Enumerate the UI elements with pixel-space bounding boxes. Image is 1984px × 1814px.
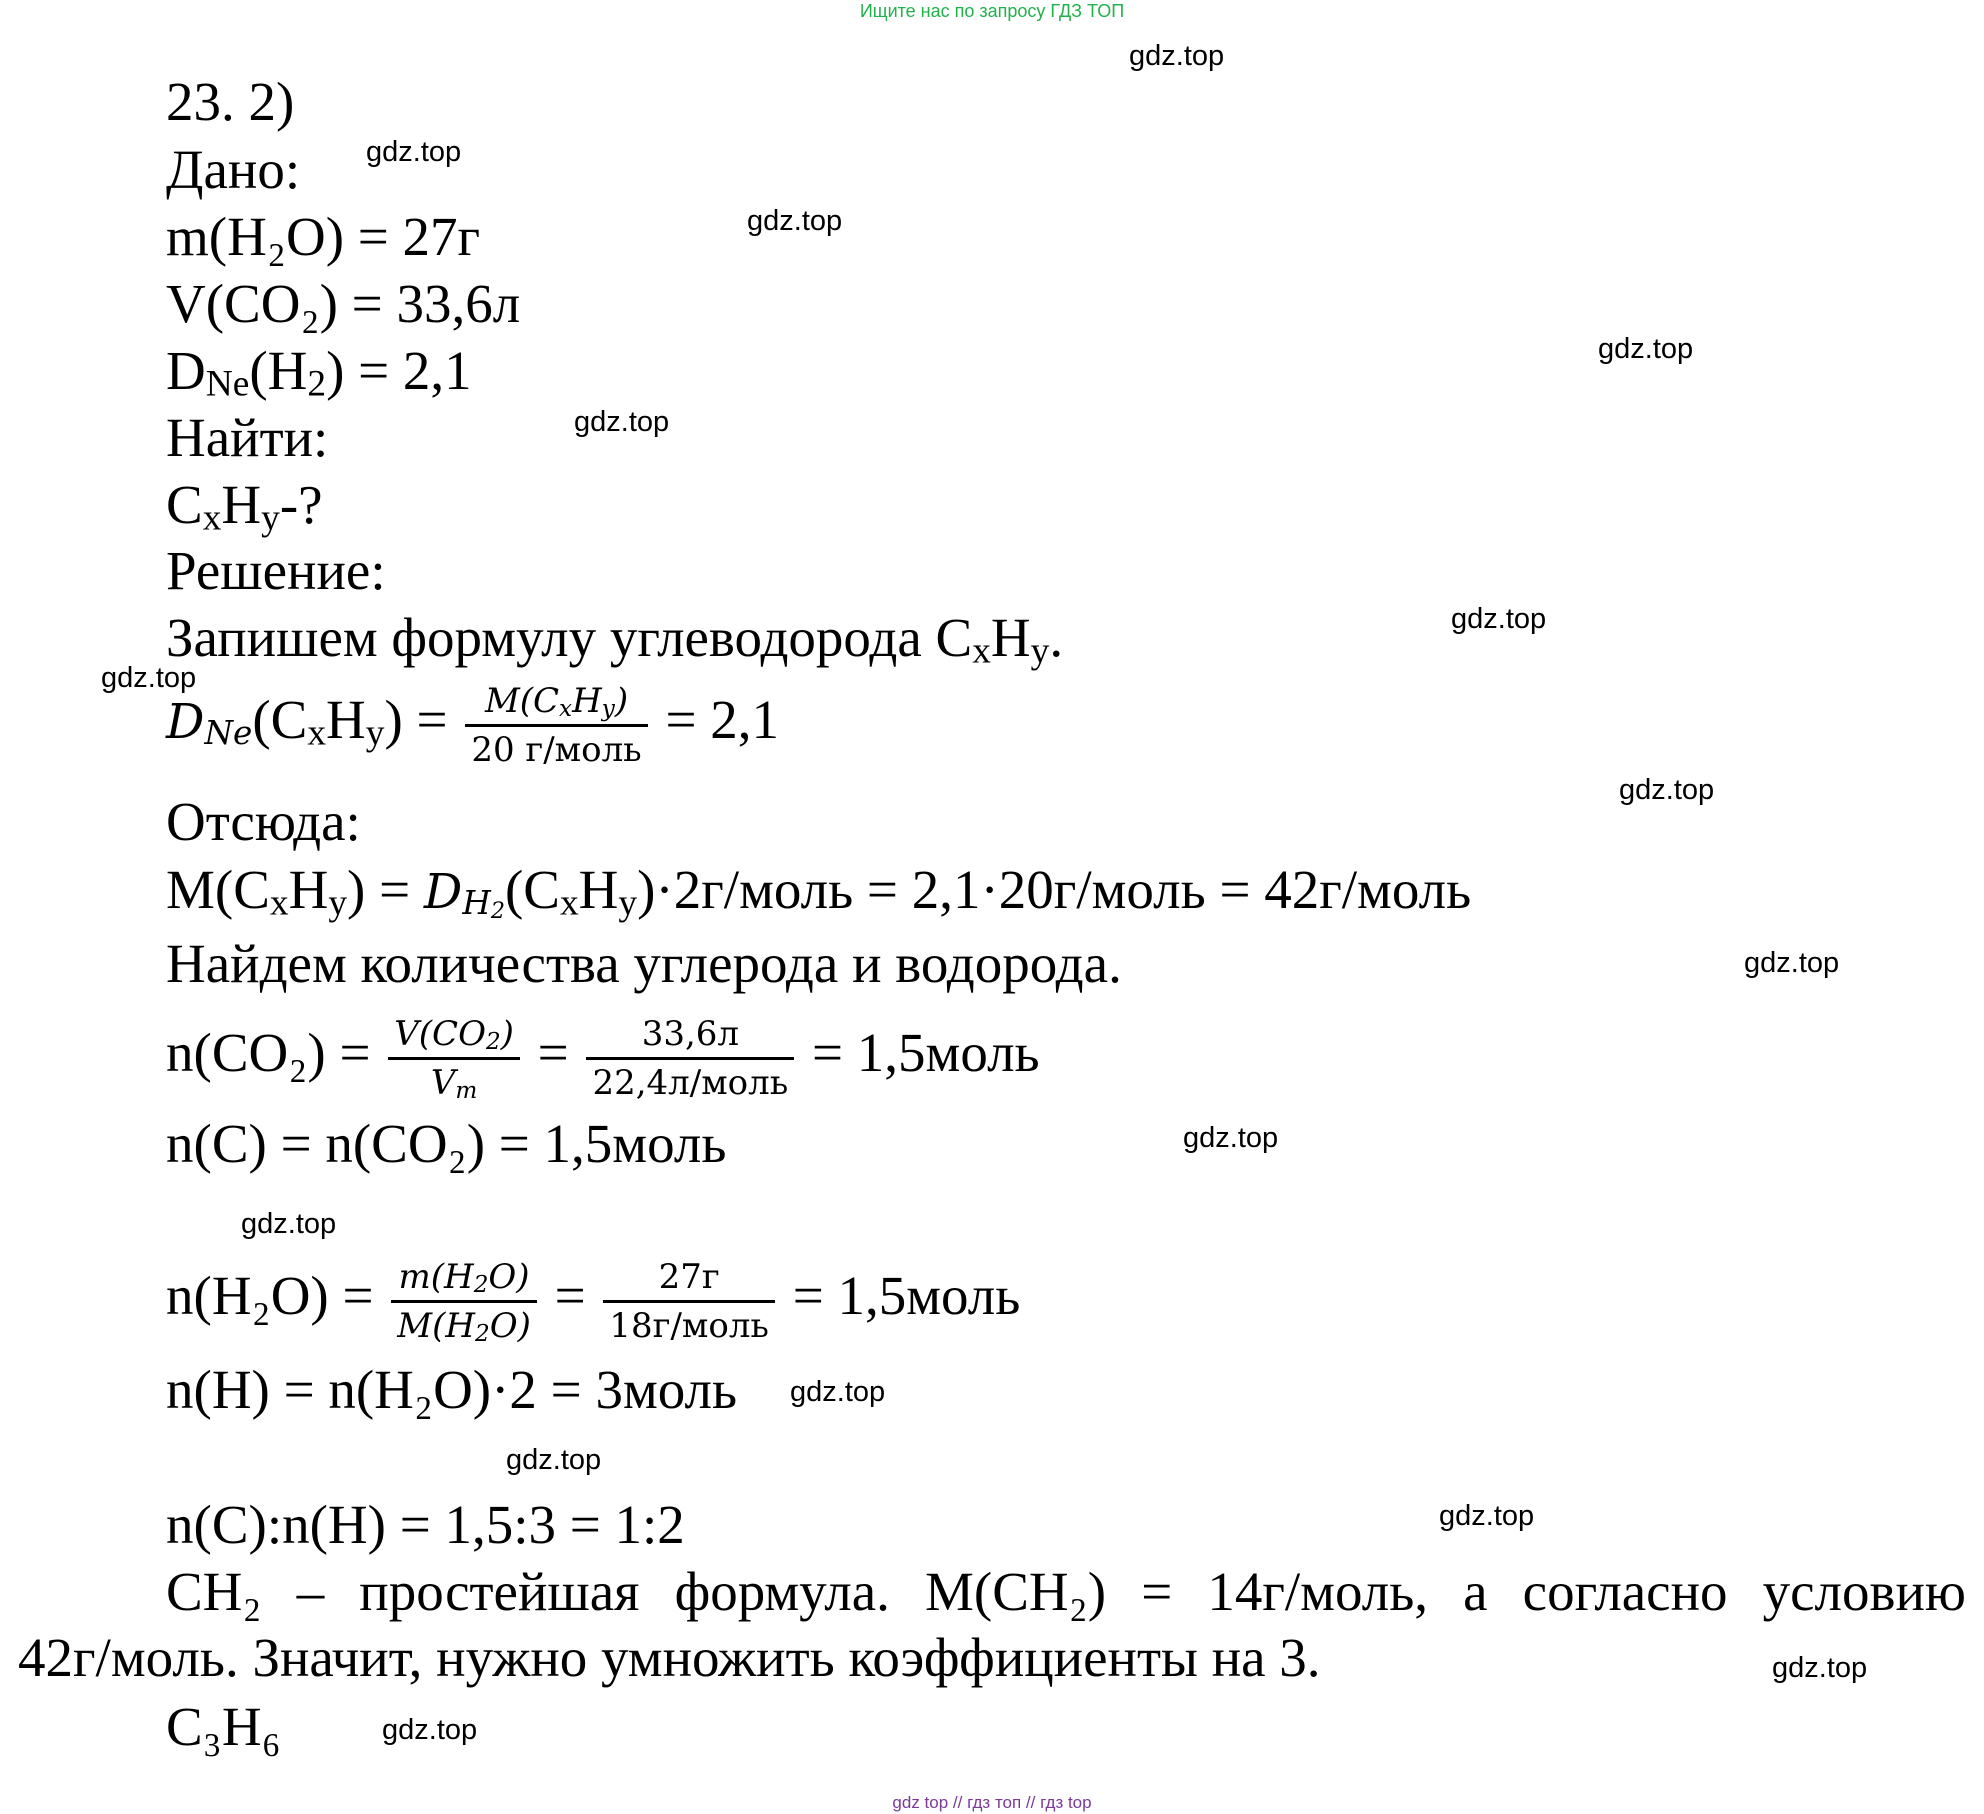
watermark: gdz.top xyxy=(1744,947,1840,979)
n-h2o-lhs: n(H₂O) = xyxy=(166,1265,374,1326)
n-co2-equation: n(CO₂) = $\frac{V(CO_2)}{V_m}$ = $\frac{33,6л}{\text{22,4л/моль}}$ = 1,5моль xyxy=(166,998,1040,1108)
density-symbol: $D_{Ne}$ xyxy=(166,694,253,752)
n-co2-num-2: 33,6л xyxy=(586,1011,794,1060)
density-denominator: 20 г/моль xyxy=(471,729,642,770)
problem-number: 23. 2) xyxy=(166,71,295,132)
find-label: Найти: xyxy=(166,407,329,468)
n-h2o-den-2: 18г/моль xyxy=(609,1305,769,1346)
density-equation: $D_{Ne}(C_xH_y)$ = $\frac{M(C_xH_y)}{\text{20 г/моль}}$ = 2,1 xyxy=(166,670,779,773)
watermark: gdz.top xyxy=(382,1714,478,1746)
n-co2-lhs: n(CO₂) = xyxy=(166,1022,371,1083)
watermark: gdz.top xyxy=(790,1376,886,1408)
answer: C₃H₆ xyxy=(166,1696,281,1757)
given-density-symbol: D xyxy=(166,340,206,401)
watermark: gdz.top xyxy=(1619,774,1715,806)
n-h2o-den-1: $M(H_2O)$ xyxy=(397,1305,531,1348)
given-water-mass: m(H₂O) = 27г xyxy=(166,206,481,267)
watermark: gdz.top xyxy=(1183,1122,1279,1154)
watermark: gdz.top xyxy=(1129,40,1225,72)
n-c-equation: n(C) = n(CO₂) = 1,5моль xyxy=(166,1113,727,1174)
watermark: gdz.top xyxy=(241,1208,337,1240)
watermark: gdz.top xyxy=(1772,1652,1868,1684)
sentence-amounts: Найдем количества углерода и водорода. xyxy=(166,933,1122,994)
hence-label: Отсюда: xyxy=(166,791,361,852)
molar-mass-equation: $M(C_xH_y)$ = $D_{H_2}(C_xH_y)\cdot 2г$/моль = 2,1·20г/моль = 42г/моль xyxy=(166,859,1472,924)
top-banner: Ищите нас по запросу ГДЗ ТОП xyxy=(859,1,1125,21)
n-co2-num-1: $V(CO_2)$ xyxy=(388,1011,520,1060)
watermark: gdz.top xyxy=(574,406,670,438)
n-h2o-num-1: $m(H_2O)$ xyxy=(391,1254,537,1303)
solution-label: Решение: xyxy=(166,540,386,601)
n-co2-result: = 1,5моль xyxy=(812,1022,1040,1083)
given-co2-volume: V(CO₂) = 33,6л xyxy=(166,273,521,334)
watermark: gdz.top xyxy=(1598,333,1694,365)
n-co2-fraction-2 xyxy=(586,1011,794,1106)
watermark: gdz.top xyxy=(366,136,462,168)
conclusion-line-1: CH₂ – простейшая формула. M(CH₂) = 14г/моль, а согласно условию xyxy=(166,1561,1966,1622)
n-h2o-num-2: 27г xyxy=(603,1254,775,1303)
watermark: gdz.top xyxy=(1451,603,1547,635)
density-result: = 2,1 xyxy=(665,689,779,750)
density-fraction xyxy=(465,678,647,773)
conclusion-line-2: 42г/моль. Значит, нужно умножить коэффициенты на 3. xyxy=(18,1627,1321,1688)
sentence-formula: Запишем формулу углеводорода $C_xH_y$. xyxy=(166,607,1064,672)
given-density: $D_{Ne}(H_2) = 2,1$ xyxy=(166,340,472,405)
watermark: gdz.top xyxy=(747,205,843,237)
given-label: Дано: xyxy=(166,139,301,200)
watermark: gdz.top xyxy=(1439,1500,1535,1532)
n-co2-fraction-1 xyxy=(388,1011,520,1106)
watermark: gdz.top xyxy=(101,662,197,694)
n-co2-den-2: 22,4л/моль xyxy=(592,1062,789,1103)
ratio-equation: n(C):n(H) = 1,5:3 = 1:2 xyxy=(166,1494,685,1555)
density-numerator: $M(C_xH_y)$ xyxy=(465,678,647,727)
n-h-equation: n(H) = n(H₂O)·2 = 3моль xyxy=(166,1359,738,1420)
n-co2-den-1: $V_m$ xyxy=(430,1062,478,1105)
n-h2o-fraction-2 xyxy=(603,1254,775,1349)
n-h2o-fraction-1 xyxy=(391,1254,537,1349)
watermark: gdz.top xyxy=(506,1444,602,1476)
find-value: $C_xH_y-$? xyxy=(166,474,323,539)
bottom-banner: gdz top // гдз топ // гдз top xyxy=(892,1793,1092,1812)
n-h2o-result: = 1,5моль xyxy=(792,1265,1021,1326)
n-h2o-equation: n(H₂O) = $\frac{m(H_2O)}{M(H_2O)}$ = $\frac{27г}{\text{18г/моль}}$ = 1,5моль xyxy=(166,1241,1020,1351)
